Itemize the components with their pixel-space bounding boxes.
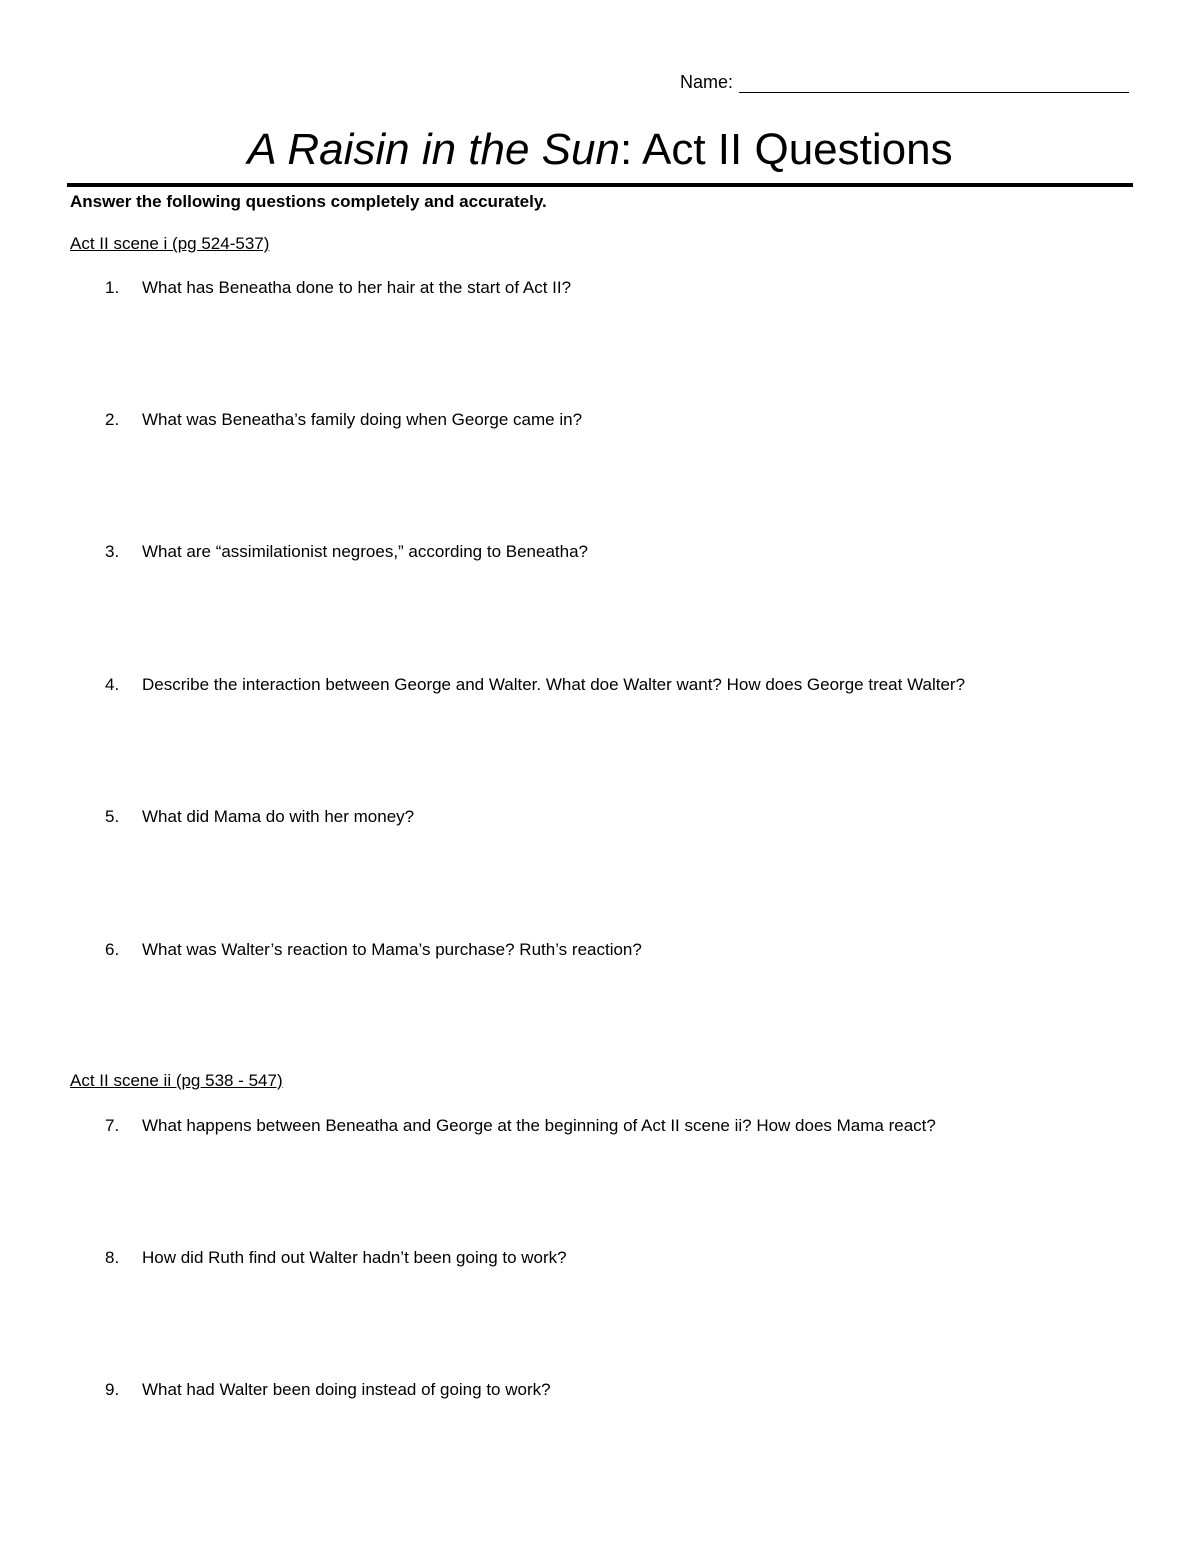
question-text: What had Walter been doing instead of going to work? bbox=[142, 1380, 551, 1399]
question-number: 9. bbox=[105, 1380, 120, 1399]
question-number: 7. bbox=[105, 1116, 120, 1135]
question-number: 2. bbox=[105, 410, 120, 429]
section-heading-scene-i: Act II scene i (pg 524-537) bbox=[70, 234, 270, 253]
question-item bbox=[105, 675, 965, 695]
question-item bbox=[105, 542, 588, 562]
section-heading-scene-ii: Act II scene ii (pg 538 - 547) bbox=[70, 1071, 283, 1090]
title-rest: : Act II Questions bbox=[619, 125, 953, 174]
question-text: What was Walter’s reaction to Mama’s purchase? Ruth’s reaction? bbox=[142, 940, 642, 959]
name-label: Name: bbox=[680, 72, 734, 92]
question-text: Describe the interaction between George and Walter. What doe Walter want? How does George treat Walter? bbox=[142, 675, 966, 694]
title-divider bbox=[67, 183, 1133, 187]
question-item bbox=[105, 1248, 567, 1268]
instructions: Answer the following questions completely and accurately. bbox=[70, 192, 547, 211]
question-number: 5. bbox=[105, 807, 120, 826]
question-item bbox=[105, 807, 414, 827]
name-field bbox=[680, 72, 1129, 93]
page-title bbox=[0, 122, 1200, 178]
question-number: 6. bbox=[105, 940, 120, 959]
question-text: What has Beneatha done to her hair at the start of Act II? bbox=[142, 278, 572, 297]
title-book-name: A Raisin in the Sun bbox=[247, 125, 620, 174]
question-number: 4. bbox=[105, 675, 120, 694]
name-blank-line[interactable] bbox=[739, 72, 1129, 93]
question-item bbox=[105, 278, 571, 298]
question-item bbox=[105, 1116, 936, 1136]
question-text: How did Ruth find out Walter hadn’t been going to work? bbox=[142, 1248, 567, 1267]
question-text: What happens between Beneatha and George at the beginning of Act II scene ii? How does Mama react? bbox=[142, 1116, 936, 1135]
question-item bbox=[105, 940, 642, 960]
question-text: What are “assimilationist negroes,” according to Beneatha? bbox=[142, 542, 589, 561]
question-item bbox=[105, 410, 582, 430]
question-text: What was Beneatha’s family doing when George came in? bbox=[142, 410, 583, 429]
question-item bbox=[105, 1380, 551, 1400]
question-number: 1. bbox=[105, 278, 120, 297]
question-number: 8. bbox=[105, 1248, 120, 1267]
question-text: What did Mama do with her money? bbox=[142, 807, 415, 826]
question-number: 3. bbox=[105, 542, 120, 561]
